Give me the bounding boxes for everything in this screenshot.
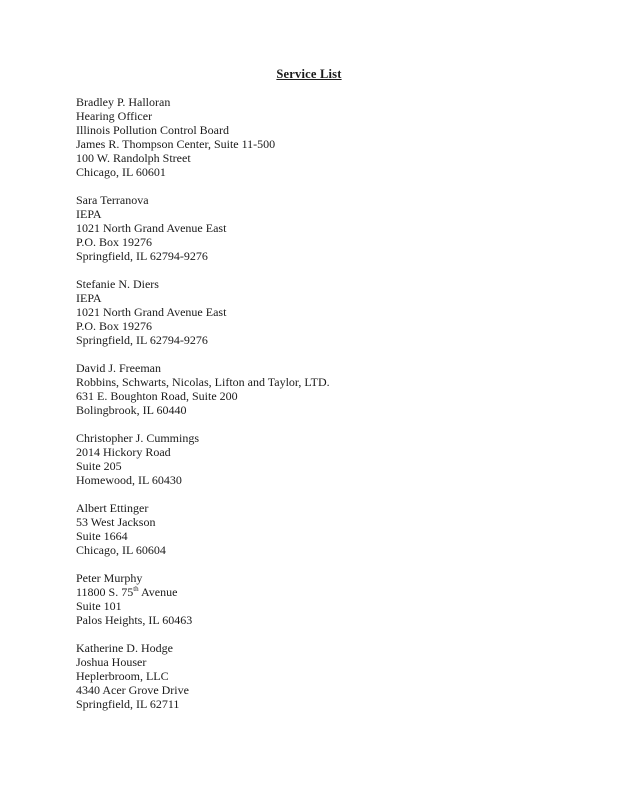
service-entry xyxy=(76,95,596,179)
address-line: Suite 1664 xyxy=(76,529,128,543)
address-line: 100 W. Randolph Street xyxy=(76,151,191,165)
address-line: 1021 North Grand Avenue East xyxy=(76,221,227,235)
service-entry xyxy=(76,431,596,487)
address-line: Joshua Houser xyxy=(76,655,147,669)
recipient-name: Christopher J. Cummings xyxy=(76,431,200,445)
address-line: James R. Thompson Center, Suite 11-500 xyxy=(76,137,276,151)
service-entry xyxy=(76,361,596,417)
address-line: Suite 101 xyxy=(76,599,122,613)
address-line: Robbins, Schwarts, Nicolas, Lifton and Taylor, LTD. xyxy=(76,375,330,389)
recipient-name: Sara Terranova xyxy=(76,193,149,207)
page-title: Service List xyxy=(276,67,342,81)
address-line xyxy=(76,585,596,599)
address-line: 631 E. Boughton Road, Suite 200 xyxy=(76,389,238,403)
service-entry xyxy=(76,501,596,557)
address-line: Springfield, IL 62711 xyxy=(76,697,180,711)
address-line: 2014 Hickory Road xyxy=(76,445,171,459)
address-line: Springfield, IL 62794-9276 xyxy=(76,249,208,263)
service-list xyxy=(76,95,596,725)
recipient-name: Katherine D. Hodge xyxy=(76,641,173,655)
service-entry xyxy=(76,193,596,263)
recipient-name: Albert Ettinger xyxy=(76,501,149,515)
recipient-name: Stefanie N. Diers xyxy=(76,277,159,291)
address-line: Palos Heights, IL 60463 xyxy=(76,613,193,627)
address-line: 53 West Jackson xyxy=(76,515,156,529)
address-line: Homewood, IL 60430 xyxy=(76,473,182,487)
address-line: P.O. Box 19276 xyxy=(76,235,153,249)
address-line: Heplerbroom, LLC xyxy=(76,669,169,683)
address-line: Illinois Pollution Control Board xyxy=(76,123,230,137)
service-entry xyxy=(76,641,596,711)
address-line: P.O. Box 19276 xyxy=(76,319,153,333)
address-line: Chicago, IL 60601 xyxy=(76,165,166,179)
address-line: Suite 205 xyxy=(76,459,122,473)
ordinal-suffix: th xyxy=(133,585,139,593)
address-line: Hearing Officer xyxy=(76,109,153,123)
address-line: Chicago, IL 60604 xyxy=(76,543,166,557)
address-text: 11800 S. 75 xyxy=(76,585,134,599)
address-line: IEPA xyxy=(76,207,102,221)
service-entry xyxy=(76,277,596,347)
recipient-name: Bradley P. Halloran xyxy=(76,95,171,109)
recipient-name: David J. Freeman xyxy=(76,361,161,375)
recipient-name: Peter Murphy xyxy=(76,571,143,585)
address-line: 4340 Acer Grove Drive xyxy=(76,683,189,697)
service-entry xyxy=(76,571,596,627)
address-line: 1021 North Grand Avenue East xyxy=(76,305,227,319)
address-line: Bolingbrook, IL 60440 xyxy=(76,403,187,417)
address-line: IEPA xyxy=(76,291,102,305)
address-line: Springfield, IL 62794-9276 xyxy=(76,333,208,347)
address-text: Avenue xyxy=(138,585,178,599)
